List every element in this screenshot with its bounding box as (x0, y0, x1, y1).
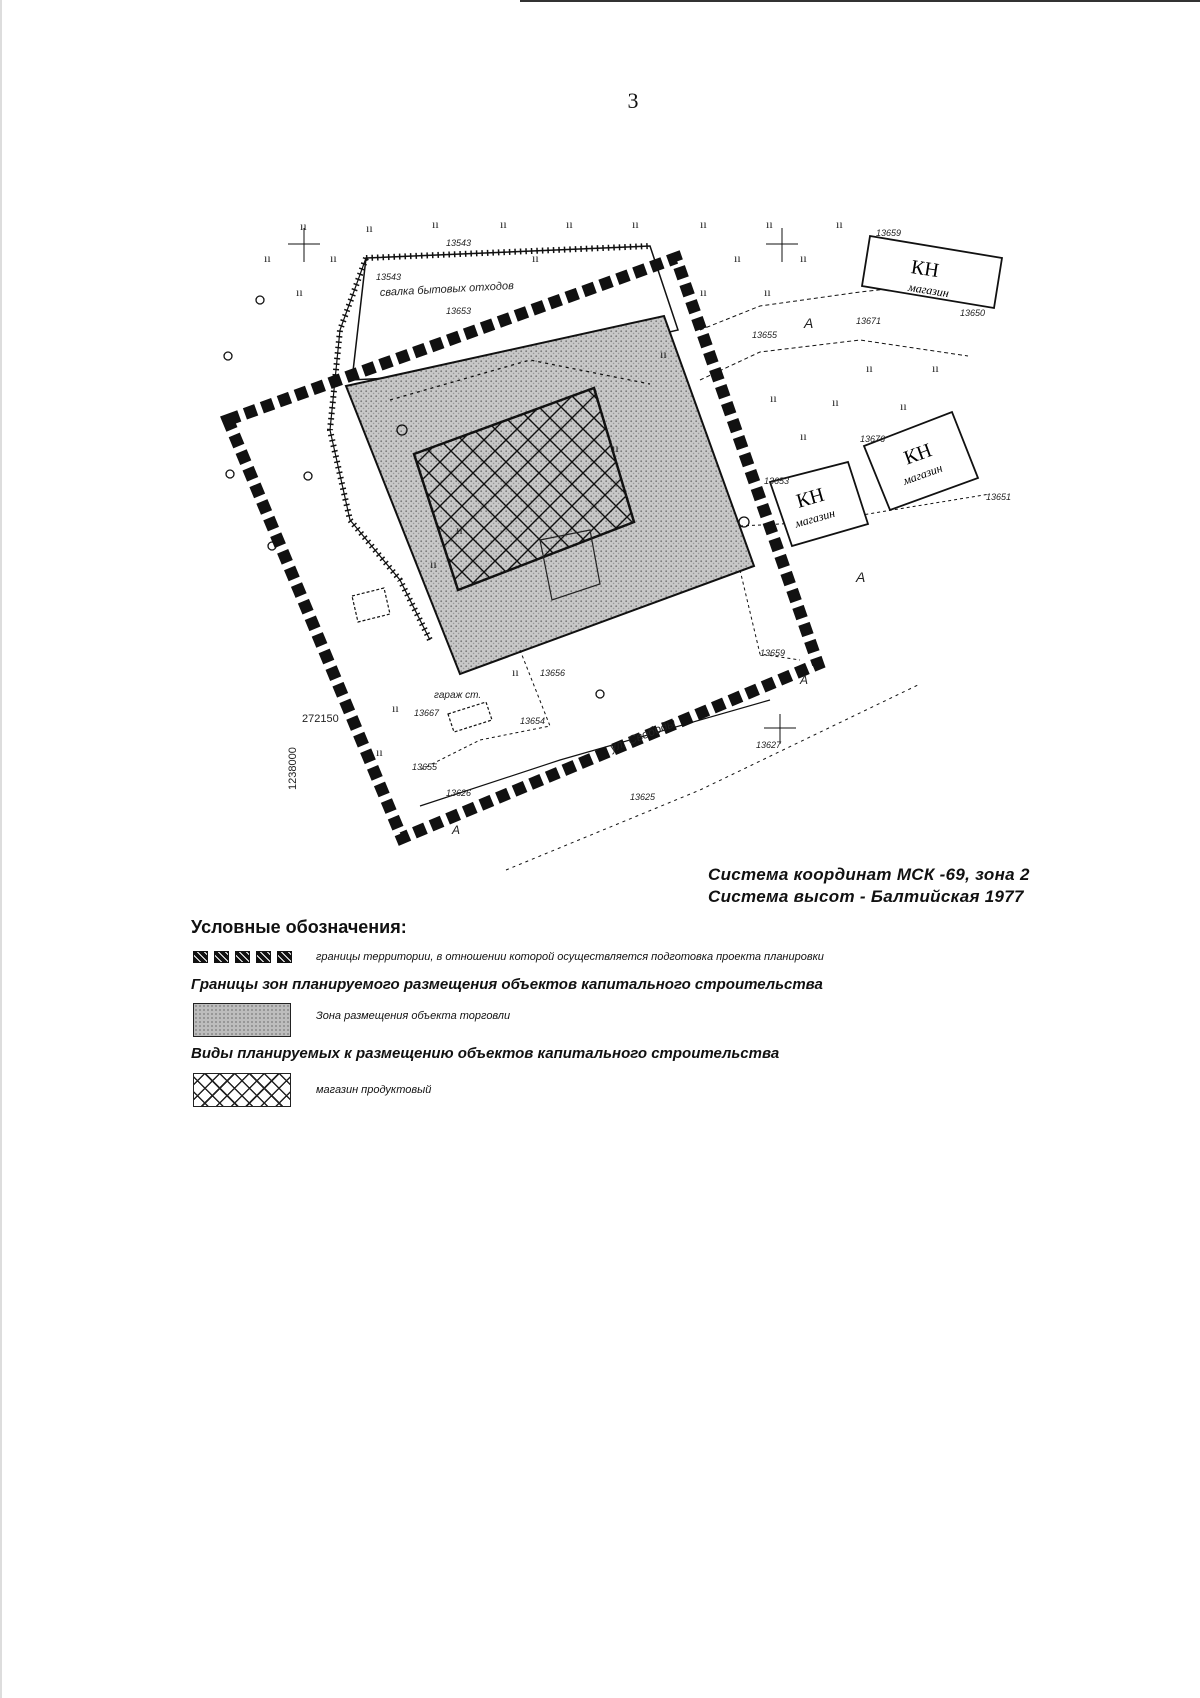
svg-text:ıı: ıı (832, 395, 839, 409)
svg-text:ıı: ıı (566, 217, 573, 231)
shop-kn-label: КН (901, 439, 935, 470)
svg-text:13653: 13653 (764, 476, 790, 486)
svg-text:ıı: ıı (900, 399, 907, 413)
svg-text:13650: 13650 (960, 308, 986, 318)
svg-text:ıı: ıı (430, 557, 437, 571)
svg-text:13655: 13655 (412, 762, 438, 772)
garage-outline (448, 702, 492, 732)
svg-text:ıı: ıı (770, 391, 777, 405)
svg-text:ıı: ıı (700, 285, 707, 299)
svg-text:13627: 13627 (756, 740, 782, 750)
trade-zone-swatch (193, 1003, 291, 1037)
svg-text:ıı: ıı (734, 251, 741, 265)
svg-text:ıı: ıı (764, 285, 771, 299)
street-label: ул. Свободы (607, 715, 678, 755)
grocery-store-swatch (193, 1073, 291, 1107)
svg-text:13659: 13659 (760, 648, 786, 658)
svg-text:ıı: ıı (766, 217, 773, 231)
svg-text:ıı: ıı (300, 219, 307, 233)
svg-text:ıı: ıı (512, 665, 519, 679)
svg-text:ıı: ıı (660, 347, 667, 361)
svg-text:13625: 13625 (630, 792, 656, 802)
svg-text:ıı: ıı (264, 251, 271, 265)
svg-text:13655: 13655 (752, 330, 778, 340)
shop-label: магазин (907, 279, 950, 301)
svg-text:13667: 13667 (414, 708, 440, 718)
svg-text:ıı: ıı (632, 217, 639, 231)
svg-text:ıı: ıı (500, 217, 507, 231)
garage-label: гараж ст. (434, 690, 482, 701)
svg-text:ıı: ıı (456, 523, 463, 537)
coord-y-label: 1238000 (287, 747, 299, 790)
svg-text:13659: 13659 (876, 228, 902, 238)
svg-text:ıı: ıı (432, 217, 439, 231)
zone-a-label-4: А (452, 823, 461, 837)
svg-text:13654: 13654 (520, 716, 546, 726)
zone-a-label-1: А (804, 315, 814, 331)
svg-text:ıı: ıı (612, 441, 619, 455)
svg-text:ıı: ıı (866, 361, 873, 375)
svg-text:13626: 13626 (446, 788, 472, 798)
boundary-legend-text: границы территории, в отношении которой осуществляется подготовка проекта планировки (316, 951, 824, 963)
shop-label: магазин (793, 505, 837, 531)
svg-text:ıı: ıı (800, 251, 807, 265)
coordinate-system-note (708, 864, 1030, 908)
small-structure (352, 588, 390, 622)
svg-text:ıı: ıı (392, 701, 399, 715)
svg-text:13543: 13543 (376, 272, 402, 282)
boundary-swatch (193, 950, 298, 968)
shop-building-top-right (862, 236, 1002, 308)
coordinate-system-line: Система координат МСК -69, зона 2 (708, 865, 1030, 884)
shop-kn-label: КН (909, 256, 941, 283)
coord-x-label: 272150 (302, 713, 339, 725)
shop-kn-label: КН (793, 483, 827, 513)
svg-text:ıı: ıı (296, 285, 303, 299)
types-heading: Виды планируемых к размещению объектов капитального строительства (191, 1045, 780, 1062)
grocery-legend-text: магазин продуктовый (316, 1084, 432, 1096)
svg-text:ıı: ıı (532, 251, 539, 265)
svg-text:13676: 13676 (860, 434, 886, 444)
zone-a-label-3: А (800, 673, 809, 687)
svg-text:13653: 13653 (446, 306, 472, 316)
zones-heading: Границы зон планируемого размещения объектов капитального строительства (191, 976, 823, 993)
svg-text:ıı: ıı (330, 251, 337, 265)
legend-title: Условные обозначения: (191, 917, 407, 937)
svg-text:ıı: ıı (700, 217, 707, 231)
shop-building-middle (770, 462, 868, 546)
page-number: 3 (627, 88, 639, 113)
svg-text:ıı: ıı (366, 221, 373, 235)
svg-text:ıı: ıı (800, 429, 807, 443)
height-system-line: Система высот - Балтийская 1977 (708, 887, 1024, 906)
svg-text:ıı: ıı (836, 217, 843, 231)
svg-text:13656: 13656 (540, 668, 566, 678)
svg-text:13543: 13543 (446, 238, 472, 248)
zone-a-label-2: А (856, 569, 866, 585)
dump-label: свалка бытовых отходов (379, 279, 515, 299)
svg-text:ıı: ıı (376, 745, 383, 759)
shop-label: магазин (900, 460, 945, 488)
trade-zone-legend-text: Зона размещения объекта торговли (316, 1010, 511, 1022)
shop-building-middle-right (864, 412, 978, 510)
svg-text:13671: 13671 (856, 316, 882, 326)
svg-text:ıı: ıı (932, 361, 939, 375)
svg-text:13651: 13651 (986, 492, 1012, 502)
